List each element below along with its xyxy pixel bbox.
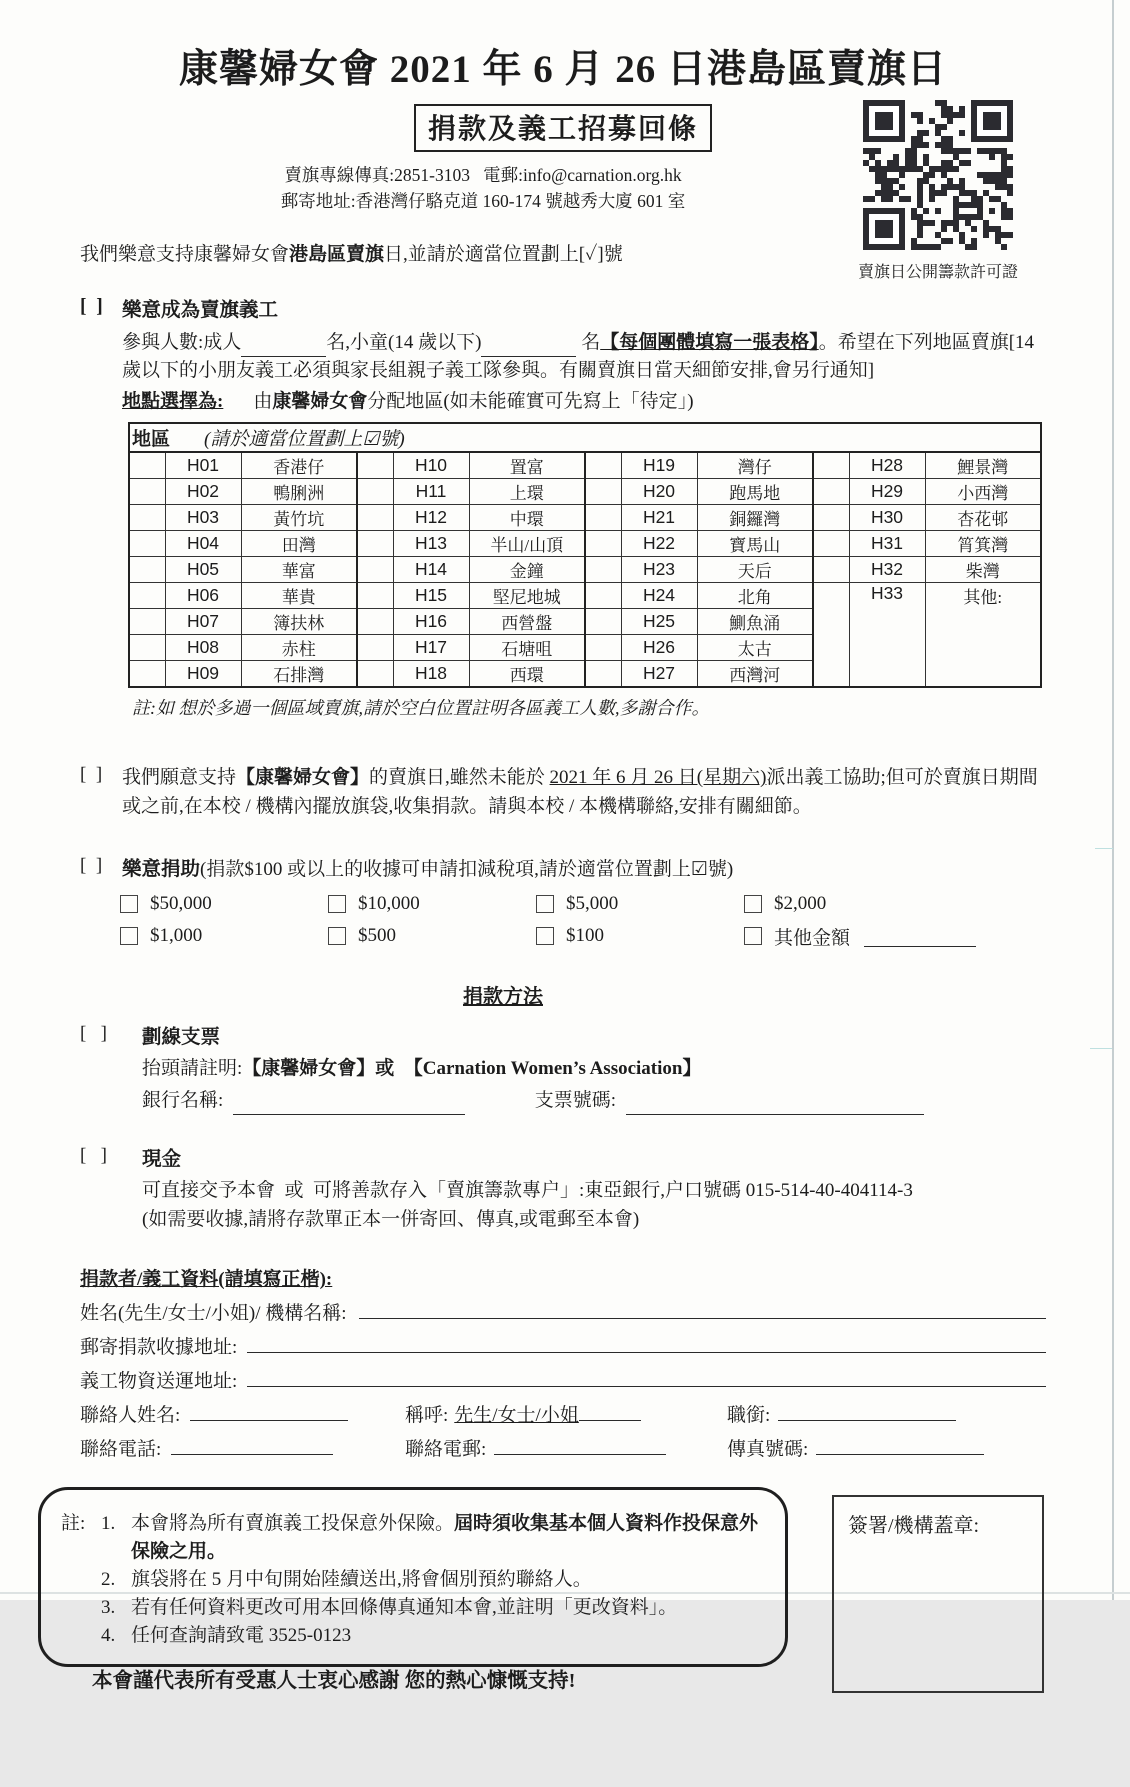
district-name: 北角 <box>697 583 813 609</box>
notes-box <box>38 1487 788 1667</box>
note-item: 4. 任何查詢請致電 3525-0123 <box>101 1624 352 1646</box>
district-name: 石塘咀 <box>469 635 585 661</box>
district-code: H27 <box>621 661 697 688</box>
district-name: 黃竹坑 <box>241 505 357 531</box>
district-tick-cell[interactable] <box>813 505 849 531</box>
amount-label: $10,000 <box>358 892 420 914</box>
district-name: 鰂魚涌 <box>697 609 813 635</box>
amount-checkbox[interactable] <box>120 895 138 913</box>
name-blank[interactable] <box>359 1298 1046 1319</box>
name-label: 姓名(先生/女士/小姐)/ 機構名稱: <box>80 1303 347 1325</box>
district-code: H23 <box>621 557 697 583</box>
district-code: H01 <box>165 452 241 479</box>
signature-label: 簽署/機構蓋章: <box>848 1515 980 1538</box>
district-name: 赤柱 <box>241 635 357 661</box>
amount-option <box>536 893 744 915</box>
district-name: 灣仔 <box>697 452 813 479</box>
district-tick-cell[interactable] <box>357 609 393 635</box>
district-tick-cell[interactable] <box>129 583 165 609</box>
district-name: 柴灣 <box>925 557 1041 583</box>
amount-option <box>328 893 536 915</box>
cheque-checkbox[interactable]: [ ] <box>80 1022 107 1044</box>
district-code: H16 <box>393 609 469 635</box>
intro-line: 我們樂意支持康馨婦女會港島區賣旗日,並請於適當位置劃上[✓]號 <box>80 243 623 265</box>
amount-checkbox[interactable] <box>744 895 762 913</box>
district-code: H03 <box>165 505 241 531</box>
district-tick-cell[interactable] <box>813 531 849 557</box>
phone-blank[interactable] <box>171 1434 333 1455</box>
volunteer-checkbox[interactable]: [ ] <box>80 295 103 317</box>
district-name: 置富 <box>469 452 585 479</box>
job-title-blank[interactable] <box>778 1400 956 1421</box>
district-tick-cell[interactable] <box>357 557 393 583</box>
amount-label: $500 <box>358 925 396 947</box>
scan-artifact-teal <box>1090 1048 1112 1049</box>
district-name: 其他: <box>925 583 1041 688</box>
district-code: H11 <box>393 479 469 505</box>
district-tick-cell[interactable] <box>585 661 621 688</box>
table-footnote: 註:如 想於多過一個區域賣旗,請於空白位置註明各區義工人數,多謝合作。 <box>132 698 710 719</box>
signature-box[interactable] <box>832 1495 1044 1693</box>
district-code: H04 <box>165 531 241 557</box>
district-tick-cell[interactable] <box>813 452 849 479</box>
district-name: 華貴 <box>241 583 357 609</box>
district-code: H05 <box>165 557 241 583</box>
amount-option <box>120 893 328 915</box>
district-code: H07 <box>165 609 241 635</box>
phone-label: 聯絡電話: <box>80 1439 162 1461</box>
other-amount-label: 其他金額 <box>774 927 851 949</box>
district-name: 鯉景灣 <box>925 452 1041 479</box>
district-name: 跑馬地 <box>697 479 813 505</box>
payee-line: 抬頭請註明:【康馨婦女會】或 【Carnation Women’s Association】 <box>142 1058 702 1079</box>
volunteer-heading: 樂意成為賣旗義工 <box>122 299 279 321</box>
amount-option <box>120 923 328 950</box>
district-code: H08 <box>165 635 241 661</box>
note-item: 3. 若有任何資料更改可用本回條傳真通知本會,並註明「更改資料」。 <box>101 1597 678 1619</box>
district-name: 西灣河 <box>697 661 813 688</box>
district-code: H25 <box>621 609 697 635</box>
district-code: H14 <box>393 557 469 583</box>
district-tick-cell[interactable] <box>129 609 165 635</box>
district-tick-cell[interactable] <box>129 661 165 688</box>
fax-email-line: 賣旗專線傳真:2851-3103 電郵:info@carnation.org.hk <box>284 165 682 185</box>
job-title-label: 職銜: <box>727 1405 771 1427</box>
district-tick-cell[interactable] <box>585 583 621 609</box>
district-code: H12 <box>393 505 469 531</box>
salutation-label: 稱呼: <box>405 1405 449 1427</box>
district-code: H20 <box>621 479 697 505</box>
note-item: 1. 本會將為所有賣旗義工投保意外保險。屆時須收集基本個人資料作投保意外保險之用。 <box>101 1513 759 1563</box>
receipt-addr-label: 郵寄捐款收據地址: <box>80 1337 238 1359</box>
amount-checkbox[interactable] <box>536 895 554 913</box>
district-code: H26 <box>621 635 697 661</box>
amount-checkbox[interactable] <box>328 927 346 945</box>
fax-label: 傳真號碼: <box>727 1439 809 1461</box>
district-name: 香港仔 <box>241 452 357 479</box>
email-blank[interactable] <box>494 1434 666 1455</box>
district-tick-cell[interactable] <box>585 505 621 531</box>
note-item: 2. 旗袋將在 5 月中旬開始陸續送出,將會個別預約聯絡人。 <box>101 1569 592 1591</box>
district-tick-cell[interactable] <box>129 452 165 479</box>
delivery-addr-label: 義工物資送運地址: <box>80 1371 238 1393</box>
district-tick-cell[interactable] <box>357 661 393 688</box>
district-name: 堅尼地城 <box>469 583 585 609</box>
footer-thanks: 本會謹代表所有受惠人士衷心感謝 您的熱心慷慨支持! <box>92 1670 576 1693</box>
other-amount-blank[interactable] <box>864 926 976 947</box>
district-code: H30 <box>849 505 925 531</box>
district-tick-cell[interactable] <box>585 479 621 505</box>
amount-label: $50,000 <box>150 892 212 914</box>
cheque-no-blank[interactable] <box>626 1094 924 1115</box>
district-code: H32 <box>849 557 925 583</box>
donate-heading-line: 樂意捐助(捐款$100 或以上的收據可申請扣減稅項,請於適當位置劃上☑號) <box>122 859 734 881</box>
district-name: 簿扶林 <box>241 609 357 635</box>
district-name: 半山/山頂 <box>469 531 585 557</box>
page-title: 康馨婦女會 2021 年 6 月 26 日港島區賣旗日 <box>178 48 947 91</box>
district-tick-cell[interactable] <box>357 531 393 557</box>
support-checkbox[interactable]: [ ] <box>80 764 103 786</box>
amount-label: $1,000 <box>150 925 203 947</box>
district-tick-cell[interactable] <box>585 452 621 479</box>
contact-name-blank[interactable] <box>190 1400 348 1421</box>
district-code: H09 <box>165 661 241 688</box>
cash-line1: 可直接交予本會 或 可將善款存入「賣旗籌款專户」:東亞銀行,户口號碼 015-514-40-404114-3 <box>142 1180 913 1202</box>
amount-checkbox[interactable] <box>536 927 554 945</box>
cash-heading: 現金 <box>142 1149 182 1170</box>
cash-line2: (如需要收據,請將存款單正本一併寄回、傳真,或電郵至本會) <box>142 1208 640 1230</box>
district-name: 西環 <box>469 661 585 688</box>
district-tick-cell[interactable] <box>129 557 165 583</box>
amount-option <box>744 893 826 915</box>
district-tick-cell[interactable] <box>357 505 393 531</box>
district-table <box>128 422 1042 688</box>
district-table-header: 地區 (請於適當位置劃上☑號) <box>129 423 1041 452</box>
district-tick-cell[interactable] <box>357 583 393 609</box>
district-name: 銅鑼灣 <box>697 505 813 531</box>
district-code: H02 <box>165 479 241 505</box>
notes-list <box>101 1510 761 1650</box>
district-code: H29 <box>849 479 925 505</box>
child-count-blank[interactable] <box>481 336 576 357</box>
district-name: 中環 <box>469 505 585 531</box>
scan-artifact-teal <box>1095 848 1113 849</box>
district-tick-cell[interactable] <box>813 557 849 583</box>
district-code: H13 <box>393 531 469 557</box>
qr-caption: 賣旗日公開籌款許可證 <box>857 264 1018 281</box>
district-tick-cell[interactable] <box>585 635 621 661</box>
district-name: 石排灣 <box>241 661 357 688</box>
amount-label: $5,000 <box>566 892 619 914</box>
district-name: 寶馬山 <box>697 531 813 557</box>
district-tick-cell[interactable] <box>129 531 165 557</box>
email-label: 聯絡電郵: <box>405 1439 487 1461</box>
district-code: H15 <box>393 583 469 609</box>
district-code: H18 <box>393 661 469 688</box>
district-name: 上環 <box>469 479 585 505</box>
info-heading: 捐款者/義工資料(請填寫正楷): <box>80 1269 333 1291</box>
district-tick-cell[interactable] <box>357 635 393 661</box>
district-code: H21 <box>621 505 697 531</box>
cash-checkbox[interactable]: [ ] <box>80 1145 107 1166</box>
form-subtitle: 捐款及義工招募回條 <box>414 104 712 152</box>
scan-artifact-line <box>1112 0 1114 1600</box>
district-name: 杏花邨 <box>925 505 1041 531</box>
district-tick-cell[interactable] <box>129 635 165 661</box>
district-tick-cell[interactable] <box>357 452 393 479</box>
district-name: 西營盤 <box>469 609 585 635</box>
notes-prefix: 註: <box>61 1513 86 1535</box>
donation-methods-title: 捐款方法 <box>463 985 543 1008</box>
amount-checkbox[interactable] <box>744 927 762 945</box>
district-tick-cell[interactable] <box>129 505 165 531</box>
district-name: 田灣 <box>241 531 357 557</box>
district-code: H24 <box>621 583 697 609</box>
district-tick-cell[interactable] <box>357 479 393 505</box>
district-code: H22 <box>621 531 697 557</box>
district-code: H06 <box>165 583 241 609</box>
district-name: 太古 <box>697 635 813 661</box>
district-tick-cell[interactable] <box>129 479 165 505</box>
district-tick-cell[interactable] <box>585 557 621 583</box>
district-code: H19 <box>621 452 697 479</box>
district-code: H33 <box>849 583 925 688</box>
mail-address-line: 郵寄地址:香港灣仔駱克道 160-174 號越秀大廈 601 室 <box>280 191 686 212</box>
amount-label: $100 <box>566 925 604 947</box>
district-name: 華富 <box>241 557 357 583</box>
amount-label: $2,000 <box>774 892 827 914</box>
salutation-blank[interactable] <box>579 1400 641 1421</box>
adult-count-blank[interactable] <box>241 336 326 357</box>
participants-line: 參與人數:成人 名,小童(14 歲以下) 名【每個團體填寫一張表格】。希望在下列地區賣旗[14 歲以下的小朋友義工必須與家長組親子義工隊參與。有關賣旗日當天細節安排,會另行通知] <box>122 331 1039 382</box>
district-name: 鴨脷洲 <box>241 479 357 505</box>
district-name: 小西灣 <box>925 479 1041 505</box>
amount-checkbox[interactable] <box>328 895 346 913</box>
district-code: H28 <box>849 452 925 479</box>
contact-name-label: 聯絡人姓名: <box>80 1405 181 1427</box>
salutation-value[interactable]: 先生/女士/小姐 <box>454 1405 579 1427</box>
fax-blank[interactable] <box>816 1434 984 1455</box>
district-name: 筲箕灣 <box>925 531 1041 557</box>
support-text: 我們願意支持【康馨婦女會】的賣旗日,雖然未能於 2021 年 6 月 26 日(星期六)派出義工協助;但可於賣旗日期間或之前,在本校 / 機構內擺放旗袋,收集捐款。請與本校 / 本機構聯絡,安排有關細節。 <box>122 767 1038 817</box>
donate-checkbox[interactable]: [ ] <box>80 855 103 877</box>
bank-name-blank[interactable] <box>233 1094 465 1115</box>
amount-option <box>536 923 744 950</box>
district-name: 金鐘 <box>469 557 585 583</box>
district-tick-cell[interactable] <box>585 609 621 635</box>
district-code: H17 <box>393 635 469 661</box>
district-tick-cell[interactable] <box>585 531 621 557</box>
location-line: 地點選擇為: 由康馨婦女會分配地區(如未能確實可先寫上「待定」) <box>122 390 694 412</box>
district-table-body <box>129 452 1041 687</box>
district-code: H10 <box>393 452 469 479</box>
district-name: 天后 <box>697 557 813 583</box>
bank-line: 銀行名稱: 支票號碼: <box>142 1087 1046 1116</box>
cheque-heading: 劃線支票 <box>142 1026 221 1048</box>
amount-option-other <box>744 923 976 950</box>
district-code: H31 <box>849 531 925 557</box>
district-tick-cell[interactable] <box>813 583 849 688</box>
delivery-addr-blank[interactable] <box>247 1366 1046 1387</box>
amount-option <box>328 923 536 950</box>
receipt-addr-blank[interactable] <box>247 1332 1046 1353</box>
district-tick-cell[interactable] <box>813 479 849 505</box>
amount-checkbox[interactable] <box>120 927 138 945</box>
